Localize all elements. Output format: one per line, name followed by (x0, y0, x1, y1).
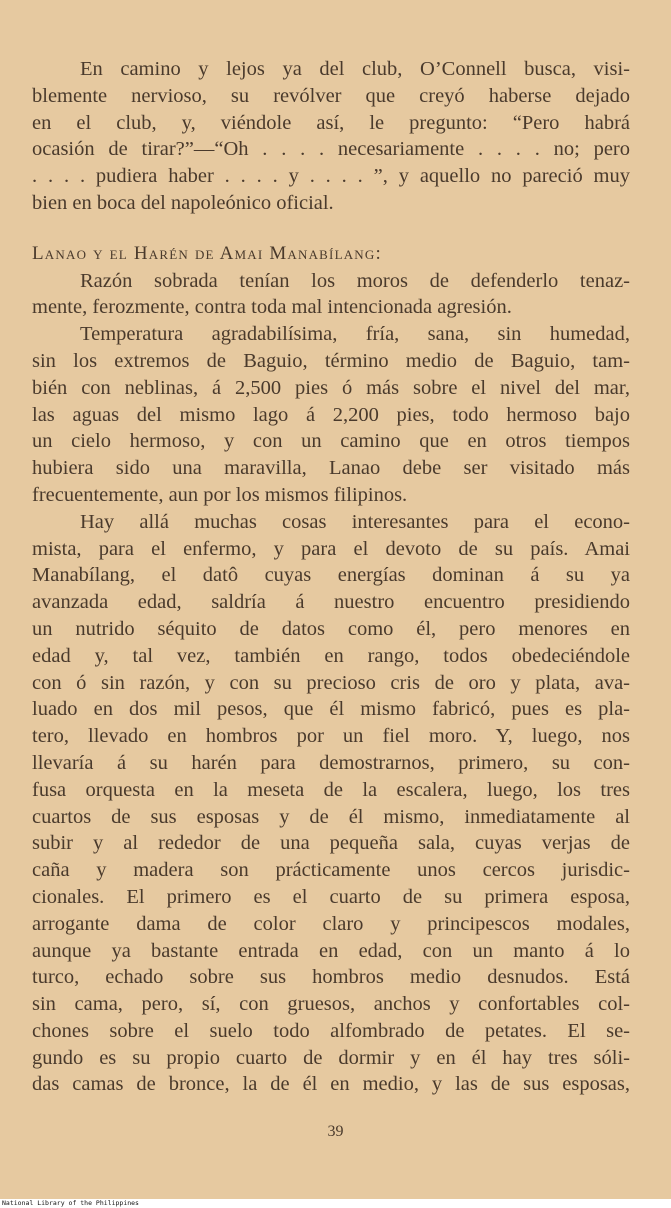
text-line: Manabílang, el datô cuyas energías dominan á su ya (32, 564, 630, 587)
text-line: mista, para el enfermo, y para el devoto de su país. Amai (32, 537, 630, 560)
text-line: chones sobre el suelo todo alfombrado de petates. El se- (32, 1019, 630, 1042)
text-line: avanzada edad, saldría á nuestro encuentro presidiendo (32, 591, 630, 614)
text-line: bién con neblinas, á 2,500 pies ó más sobre el nivel del mar, (32, 376, 630, 399)
text-line: hubiera sido una maravilla, Lanao debe ser visitado más (32, 457, 630, 480)
text-line: frecuentemente, aun por los mismos filipinos. (32, 483, 408, 506)
text-line: Temperatura agradabilísima, fría, sana, sin humedad, (80, 323, 630, 346)
text-line: cionales. El primero es el cuarto de su primera esposa, (32, 885, 630, 908)
text-line: Hay allá muchas cosas interesantes para el econo- (80, 510, 630, 533)
text-line: blemente nervioso, su revólver que creyó haberse dejado (32, 84, 630, 107)
text-line: sin cama, pero, sí, con gruesos, anchos y confortables col- (32, 993, 630, 1016)
section-heading: Lanao y el Harén de Amai Manabílang: (32, 242, 382, 264)
text-line: sin los extremos de Baguio, término medio de Baguio, tam- (32, 349, 630, 372)
text-line: un nutrido séquito de datos como él, pero menores en (32, 617, 630, 640)
text-line: un cielo hermoso, y con un camino que en otros tiempos (32, 430, 630, 453)
library-credit: National Library of the Philippines (2, 1199, 139, 1207)
text-line: en el club, y, viéndole así, le pregunto: “Pero habrá (32, 111, 630, 134)
text-line: cuartos de sus esposas y de él mismo, inmediatamente al (32, 805, 630, 828)
text-line: subir y al rededor de una pequeña sala, cuyas verjas de (32, 832, 630, 855)
text-line: edad y, tal vez, también en rango, todos obedeciéndole (32, 644, 630, 667)
text-line: Razón sobrada tenían los moros de defenderlo tenaz- (80, 269, 630, 292)
text-line: bien en boca del napoleónico oficial. (32, 191, 334, 214)
text-line: luado en dos mil pesos, que él mismo fabricó, pues es pla- (32, 698, 630, 721)
text-line: turco, echado sobre sus hombros medio desnudos. Está (32, 966, 630, 989)
page-number: 39 (327, 1123, 344, 1140)
text-line: . . . . pudiera haber . . . . y . . . . ”, y aquello no pareció muy (32, 165, 630, 188)
text-line: las aguas del mismo lago á 2,200 pies, todo hermoso bajo (32, 403, 630, 426)
text-line: fusa orquesta en la meseta de la escalera, luego, los tres (32, 778, 630, 801)
text-line: mente, ferozmente, contra toda mal intencionada agresión. (32, 296, 512, 319)
text-line: ocasión de tirar?”—“Oh . . . . necesariamente . . . . no; pero (32, 138, 630, 161)
text-line: arrogante dama de color claro y principescos modales, (32, 912, 630, 935)
text-line: gundo es su propio cuarto de dormir y en él hay tres sóli- (32, 1046, 630, 1069)
text-line: con ó sin razón, y con su precioso cris de oro y plata, ava- (32, 671, 630, 694)
text-line: tero, llevado en hombros por un fiel moro. Y, luego, nos (32, 725, 630, 748)
text-line: llevaría á su harén para demostrarnos, primero, su con- (32, 751, 630, 774)
text-line: En camino y lejos ya del club, O’Connell busca, visi- (80, 58, 630, 80)
text-line: das camas de bronce, la de él en medio, y las de sus esposas, (32, 1073, 630, 1096)
text-line: aunque ya bastante entrada en edad, con un manto á lo (32, 939, 630, 962)
text-line: caña y madera son prácticamente unos cercos jurisdic- (32, 859, 630, 882)
page-body-text (32, 56, 630, 1098)
